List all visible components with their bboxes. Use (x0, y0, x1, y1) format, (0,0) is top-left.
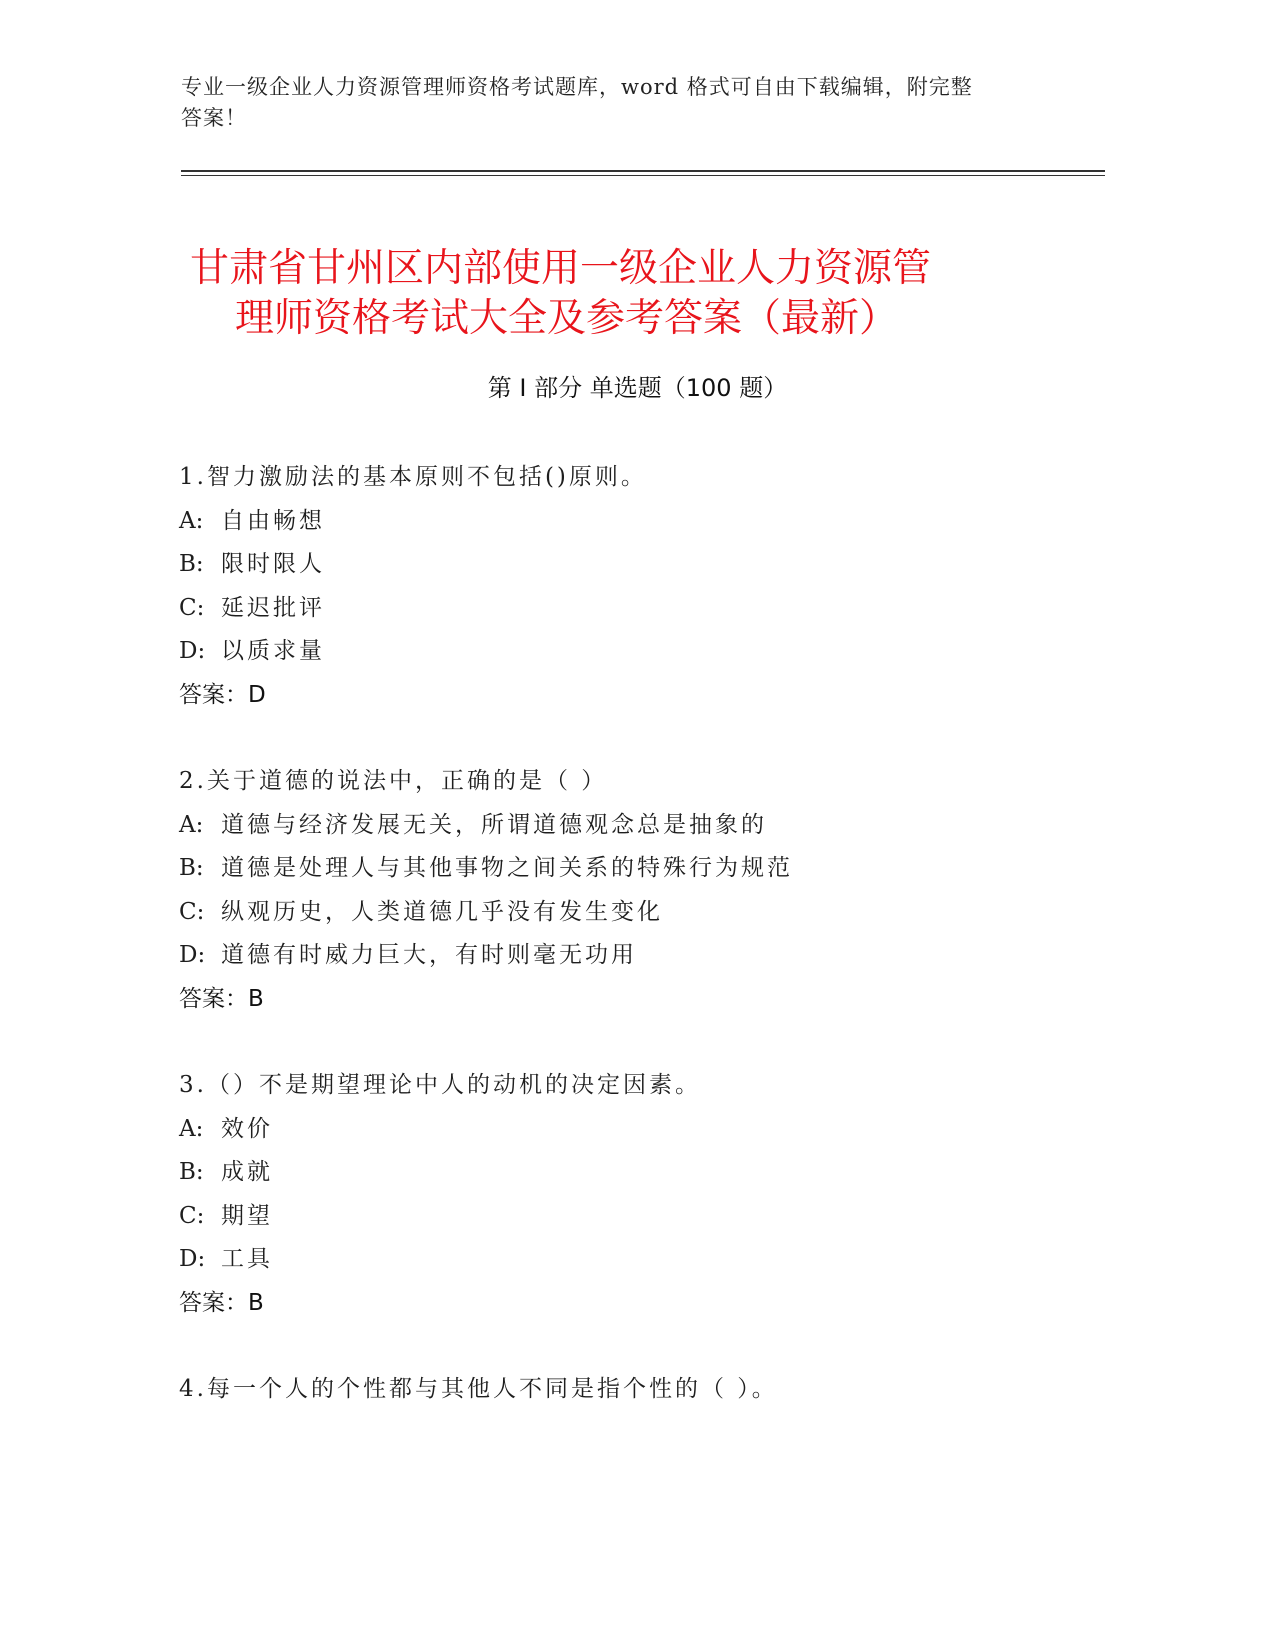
option-key: C: (179, 898, 205, 925)
option-c (179, 1195, 1079, 1239)
question-3 (179, 1064, 1079, 1325)
option-b (179, 543, 1079, 587)
option-text: 道德是处理人与其他事物之间关系的特殊行为规范 (221, 855, 793, 881)
option-text: 效价 (221, 1115, 273, 1142)
option-text: 延迟批评 (221, 594, 325, 621)
question-1 (179, 456, 1079, 717)
option-d (179, 630, 1079, 674)
option-text: 道德有时威力巨大，有时则毫无功用 (221, 942, 637, 968)
option-text: 期望 (221, 1202, 273, 1229)
question-stem: 3.（）不是期望理论中人的动机的决定因素。 (179, 1072, 701, 1098)
option-a (179, 1108, 1079, 1152)
question-4 (179, 1368, 1079, 1412)
question-stem: 4.每一个人的个性都与其他人不同是指个性的（ ）。 (179, 1376, 778, 1402)
option-text: 以质求量 (221, 638, 325, 664)
header-note (181, 72, 1041, 134)
option-key: B: (179, 1159, 204, 1185)
section-title: 第 I 部分 单选题（100 题） (487, 374, 788, 402)
option-key: D: (179, 942, 206, 968)
question-stem: 1.智力激励法的基本原则不包括()原则。 (179, 464, 647, 490)
option-key: A: (179, 507, 204, 534)
option-a (179, 500, 1079, 544)
document-title-line-1: 甘肃省甘州区内部使用一级企业人力资源管 (190, 246, 932, 292)
question-2 (179, 760, 1079, 1021)
option-text: 工具 (221, 1246, 273, 1272)
option-b (179, 1151, 1079, 1195)
option-a (179, 804, 1079, 848)
option-text: 纵观历史，人类道德几乎没有发生变化 (221, 898, 663, 925)
option-key: B: (179, 551, 204, 577)
option-key: A: (179, 1115, 204, 1142)
header-note-line-1: 专业一级企业人力资源管理师资格考试题库，word 格式可自由下载编辑，附完整 (181, 75, 973, 99)
option-c (179, 587, 1079, 631)
header-divider-thick (181, 170, 1105, 172)
option-key: D: (179, 638, 206, 664)
option-key: B: (179, 855, 204, 881)
option-key: A: (179, 811, 204, 838)
option-key: C: (179, 1202, 205, 1229)
document-title-line-2: 理师资格考试大全及参考答案（最新） (235, 296, 899, 342)
option-text: 自由畅想 (221, 507, 325, 534)
document-title (190, 244, 1090, 344)
question-list (179, 456, 1079, 1455)
option-text: 道德与经济发展无关，所谓道德观念总是抽象的 (221, 811, 767, 838)
option-text: 限时限人 (221, 551, 325, 577)
option-text: 成就 (221, 1159, 273, 1185)
answer: 答案：B (179, 1289, 264, 1316)
question-stem: 2.关于道德的说法中，正确的是（ ） (179, 768, 608, 794)
header-note-line-2: 答案！ (181, 106, 247, 130)
answer: 答案：B (179, 985, 264, 1012)
header-divider-thin (181, 175, 1105, 176)
option-d (179, 934, 1079, 978)
option-c (179, 891, 1079, 935)
option-key: C: (179, 594, 205, 621)
option-b (179, 847, 1079, 891)
option-d (179, 1238, 1079, 1282)
answer: 答案：D (179, 681, 266, 708)
option-key: D: (179, 1246, 206, 1272)
